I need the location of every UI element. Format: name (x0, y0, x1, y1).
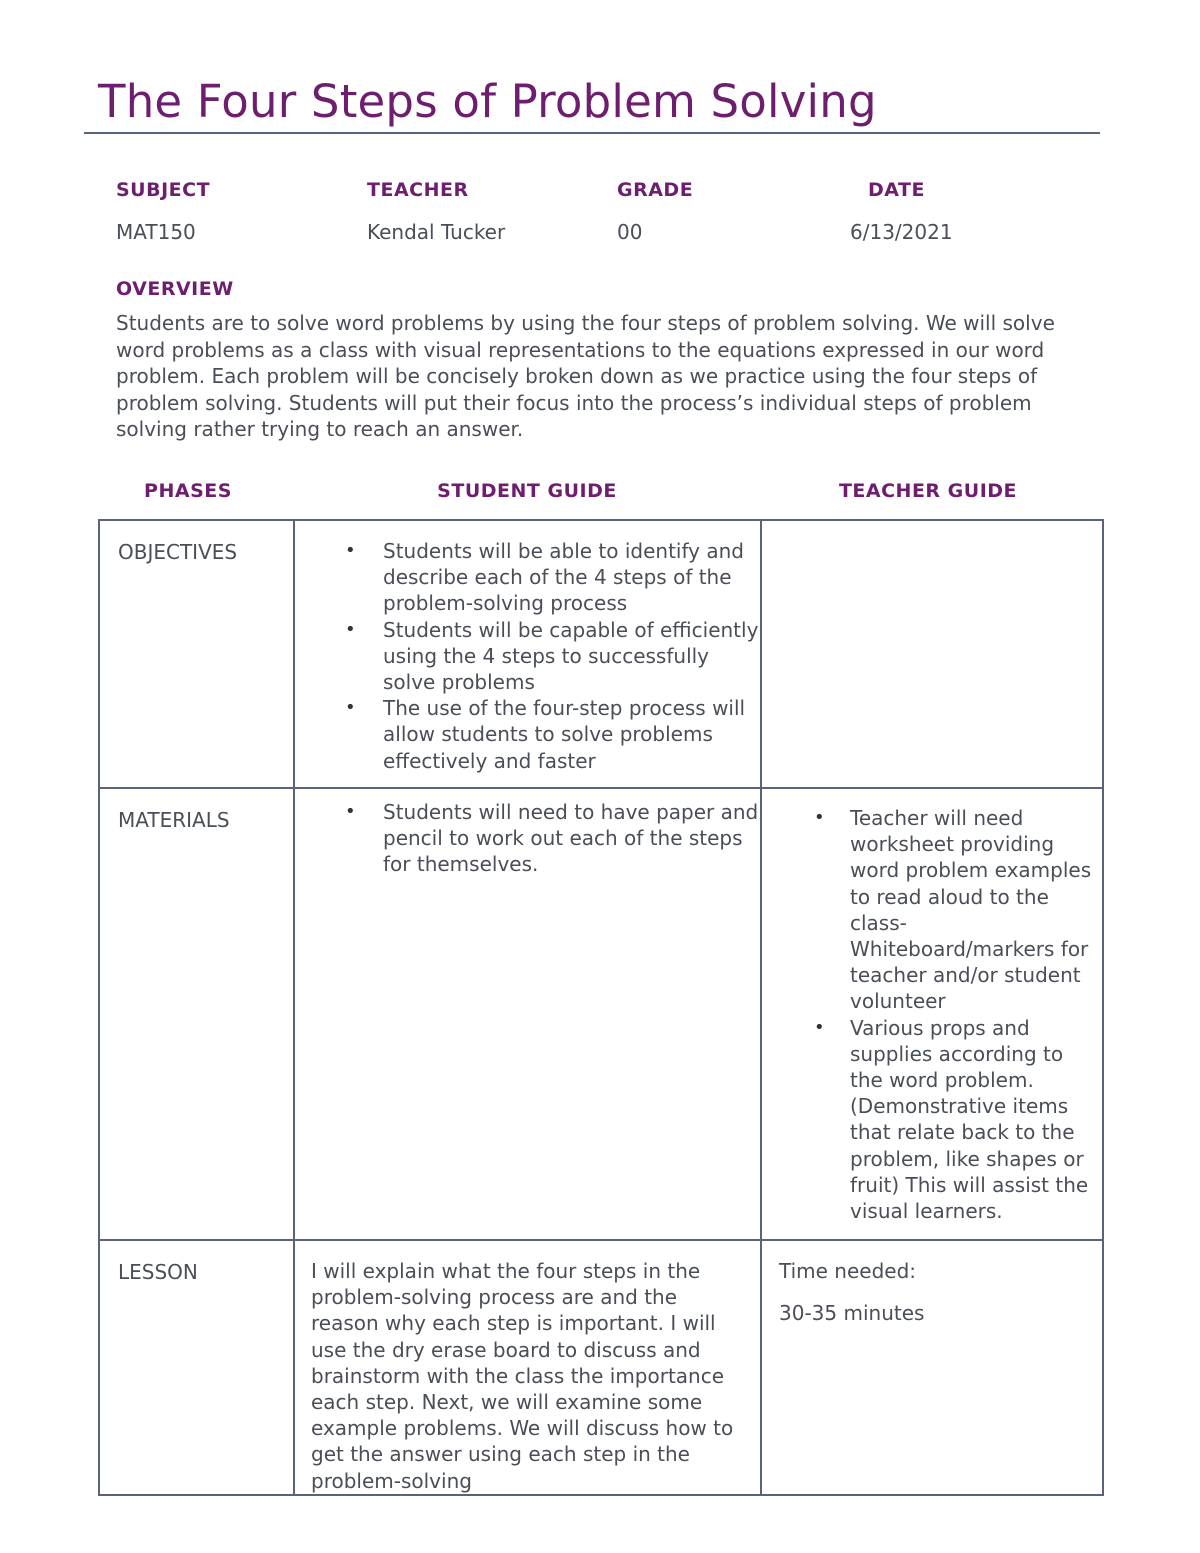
teacher-guide-materials (761, 788, 1103, 1240)
title-divider (84, 132, 1100, 134)
header-phases: PHASES (144, 480, 232, 502)
page-title: The Four Steps of Problem Solving (98, 75, 877, 128)
overview-heading: OVERVIEW (116, 278, 234, 300)
list-item: • Various props and supplies according to the word problem. (Demonstrative items that relate back to the problem, like shapes or fruit) This will assist the visual learners. (762, 1015, 1102, 1225)
grade-label: GRADE (617, 179, 694, 201)
lesson-plan-table (98, 519, 1104, 1496)
grade-value: 00 (617, 220, 643, 244)
teacher-label: TEACHER (367, 179, 469, 201)
teacher-guide-objectives (761, 520, 1103, 788)
overview-text: Students are to solve word problems by using the four steps of problem solving. We will solve word problems as a class with visual representations to the equations expressed in our word problem. Each problem will be concisely broken down as we practice using the four steps of problem solving. Students will put their focus into the process’s individual steps of problem solving rather trying to reach an answer. (116, 311, 1055, 442)
list-item: • Students will be able to identify and describe each of the 4 steps of the problem-solving process (295, 538, 760, 617)
subject-label: SUBJECT (116, 179, 211, 201)
header-teacher-guide: TEACHER GUIDE (838, 480, 1018, 502)
time-needed-label: Time needed: (779, 1259, 917, 1283)
student-guide-lesson: I will explain what the four steps in the problem-solving process are and the reason why each step is important. I will use the dry erase board to discuss and brainstorm with the class the importance each step. Next, we will examine some example problems. We will discuss how to get the answer using each step in the problem-solving (294, 1240, 761, 1495)
table-row-materials (99, 788, 1103, 1240)
phase-objectives: OBJECTIVES (99, 520, 294, 788)
teacher-guide-lesson (761, 1240, 1103, 1495)
student-guide-objectives (294, 520, 761, 788)
list-item: • Students will need to have paper and pencil to work out each of the steps for themselves. (295, 799, 760, 878)
teacher-value: Kendal Tucker (367, 220, 506, 244)
date-label: DATE (868, 179, 925, 201)
header-student-guide: STUDENT GUIDE (437, 480, 617, 502)
table-row-objectives (99, 520, 1103, 788)
list-item: • The use of the four-step process will allow students to solve problems effectively and faster (295, 695, 760, 774)
phase-lesson: LESSON (99, 1240, 294, 1495)
phase-materials: MATERIALS (99, 788, 294, 1240)
student-guide-materials (294, 788, 761, 1240)
date-value: 6/13/2021 (850, 220, 953, 244)
subject-value: MAT150 (116, 220, 196, 244)
list-item: • Teacher will need worksheet providing word problem examples to read aloud to the class-Whiteboard/markers for teacher and/or student volunteer (762, 805, 1102, 1015)
time-needed-value: 30-35 minutes (779, 1301, 925, 1326)
table-row-lesson (99, 1240, 1103, 1495)
list-item: • Students will be capable of efficiently using the 4 steps to successfully solve problems (295, 617, 760, 696)
